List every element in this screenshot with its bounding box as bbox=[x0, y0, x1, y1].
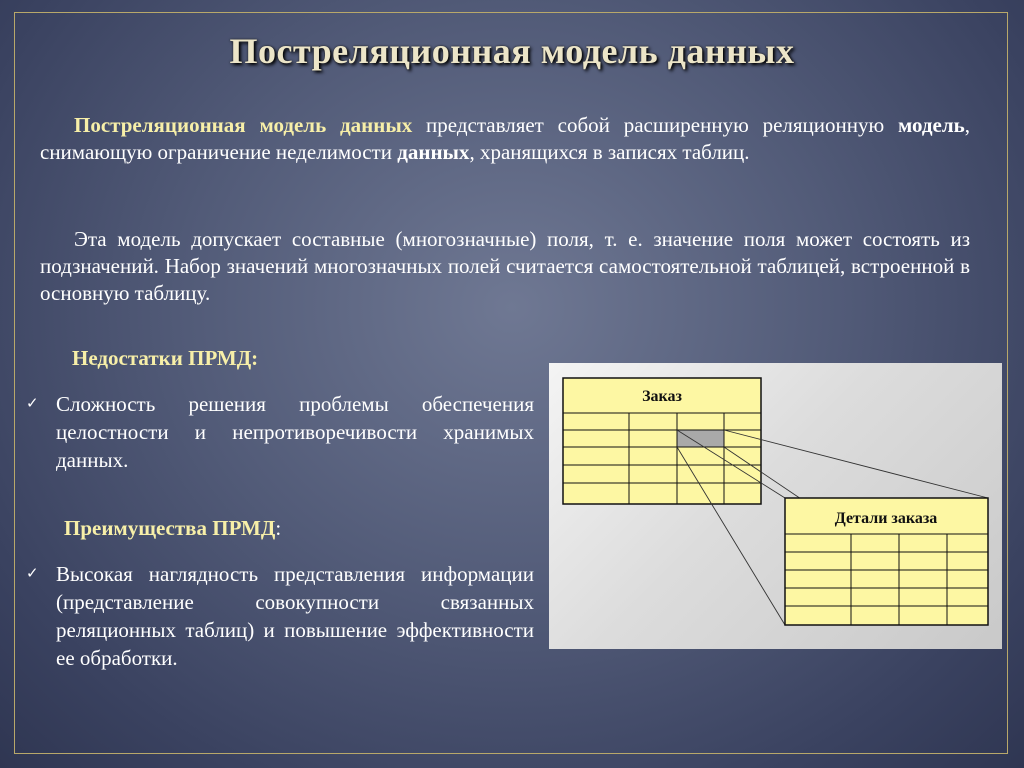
advantage-item bbox=[26, 560, 534, 672]
checkmark-icon: ✓ bbox=[26, 566, 39, 582]
definition-bold-model: модель bbox=[897, 113, 965, 137]
disadvantage-text: Сложность решения проблемы обеспечения целостности и непротиворечивости хранимых данных. bbox=[56, 392, 534, 472]
slide-title: Постреляционная модель данных bbox=[229, 31, 795, 71]
order-details-table bbox=[785, 498, 988, 625]
definition-text-2: , снимающую ограничение неделимости bbox=[40, 113, 970, 164]
definition-paragraph bbox=[40, 112, 970, 166]
definition-text-3: , хранящихся в записях таблиц. bbox=[469, 140, 750, 164]
advantages-heading-colon: : bbox=[275, 516, 282, 540]
term-highlight: Постреляционная модель данных bbox=[74, 113, 413, 137]
advantage-text: Высокая наглядность представления информации (представление совокупности связанных реляционных таблиц) и повышение эффективности ее обработки. bbox=[56, 562, 534, 670]
composite-fields-paragraph: Эта модель допускает составные (многозначные) поля, т. е. значение поля может состоять из подзначений. Набор значений многозначных полей считается самостоятельной таблицей, встроенной в основную таблицу. bbox=[40, 227, 970, 305]
advantages-heading-text: Преимущества ПРМД bbox=[64, 516, 276, 540]
order-details-table-label: Детали заказа bbox=[834, 510, 938, 527]
advantages-heading bbox=[64, 516, 281, 541]
definition-bold-data: данных bbox=[397, 140, 470, 164]
checkmark-icon: ✓ bbox=[26, 396, 39, 412]
order-table-label: Заказ bbox=[642, 388, 682, 405]
disadvantage-item bbox=[26, 390, 534, 474]
nested-table-diagram bbox=[549, 363, 1002, 649]
disadvantages-heading: Недостатки ПРМД: bbox=[72, 346, 259, 370]
definition-text-1: представляет собой расширенную реляционную bbox=[412, 113, 898, 137]
order-table bbox=[563, 378, 761, 504]
diagram-svg bbox=[549, 363, 1002, 649]
